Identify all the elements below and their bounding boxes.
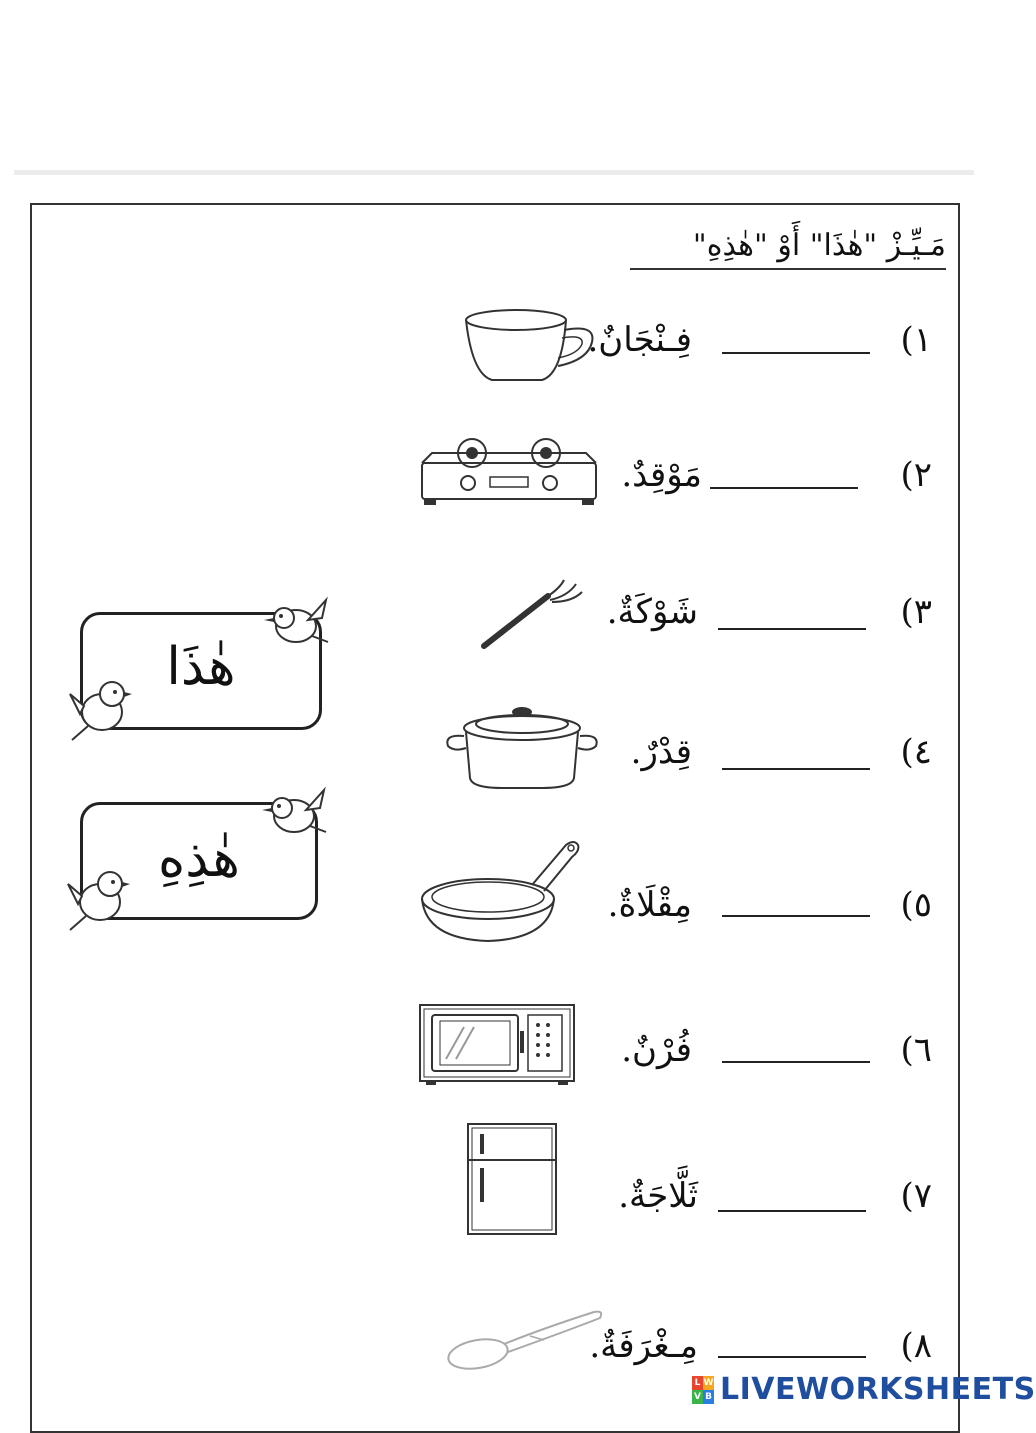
top-divider <box>14 170 974 175</box>
answer-blank-7[interactable] <box>718 1210 866 1212</box>
question-number: ٤) <box>900 732 932 772</box>
card-word: هٰذَا <box>166 637 236 697</box>
cup-icon <box>460 302 600 392</box>
question-2 <box>400 425 960 555</box>
liveworksheets-logo-icon: L W V B <box>692 1376 714 1404</box>
answer-blank-8[interactable] <box>718 1356 866 1358</box>
bird-icon <box>66 862 136 934</box>
answer-blank-1[interactable] <box>722 352 870 354</box>
question-number: ٢) <box>900 455 932 495</box>
liveworksheets-watermark[interactable] <box>692 1372 1036 1407</box>
answer-blank-3[interactable] <box>718 628 866 630</box>
cooking-pot-icon <box>442 702 602 792</box>
question-word: مَوْقِدٌ. <box>621 455 702 495</box>
question-6 <box>400 985 960 1115</box>
question-word: فُرْنٌ. <box>621 1030 692 1070</box>
answer-blank-2[interactable] <box>710 487 858 489</box>
question-word: ثَلَّاجَةٌ. <box>618 1176 698 1216</box>
bird-icon <box>68 672 138 744</box>
question-1 <box>400 290 960 420</box>
answer-blank-5[interactable] <box>722 915 870 917</box>
question-word: شَوْكَةٌ. <box>606 592 698 632</box>
question-number: ٦) <box>900 1030 932 1070</box>
worksheet-title: مَـيِّـزْ "هٰذَا" أَوْ "هٰذِهِ" <box>630 228 946 270</box>
question-7 <box>400 1120 960 1250</box>
question-4 <box>400 700 960 830</box>
question-5 <box>400 835 960 965</box>
question-number: ٨) <box>900 1326 932 1366</box>
watermark-text: LIVEWORKSHEETS <box>720 1372 1036 1407</box>
frying-pan-icon <box>416 835 582 947</box>
spoon-icon <box>444 1306 606 1376</box>
question-word: مِقْلَاةٌ. <box>607 885 692 925</box>
question-word: فِـنْجَانٌ. <box>587 320 692 360</box>
question-word: مِـغْرَفَةٌ. <box>589 1326 698 1366</box>
refrigerator-icon <box>464 1120 560 1240</box>
bird-icon <box>250 786 332 842</box>
gas-stove-icon <box>418 435 600 507</box>
question-number: ٥) <box>900 885 932 925</box>
question-word: قِدْرٌ. <box>630 732 692 772</box>
bird-icon <box>252 596 334 652</box>
microwave-oven-icon <box>416 1001 580 1087</box>
fork-icon <box>478 574 588 654</box>
card-word: هٰذِهِ <box>158 829 240 889</box>
question-number: ٣) <box>900 592 932 632</box>
question-number: ٧) <box>900 1176 932 1216</box>
question-number: ١) <box>900 320 932 360</box>
question-3 <box>400 570 960 700</box>
answer-blank-4[interactable] <box>722 768 870 770</box>
answer-blank-6[interactable] <box>722 1061 870 1063</box>
